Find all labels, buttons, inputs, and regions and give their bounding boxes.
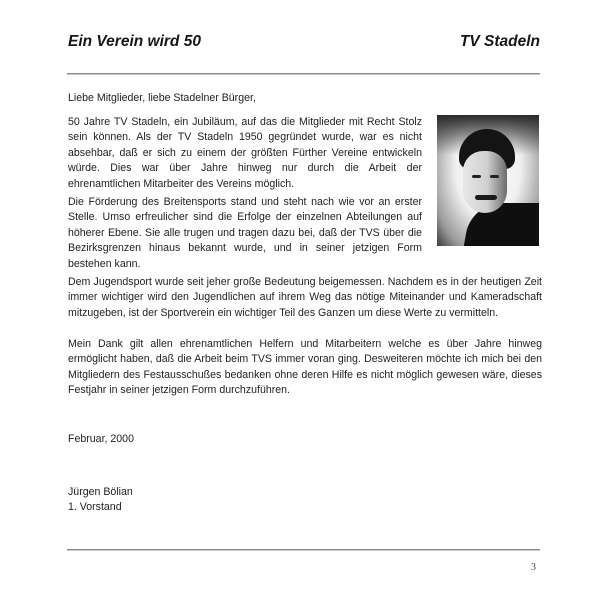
letter-signature [68,485,133,516]
header-title-left: Ein Verein wird 50 [68,33,201,50]
header-title-right: TV Stadeln [459,33,540,50]
page-number: 3 [531,562,536,573]
portrait-photo [437,115,539,246]
letter-paragraph-4: Mein Dank gilt allen ehrenamtlichen Helfern und Mitarbeitern welche es über Jahre hinweg ermöglicht haben, daß die Arbeit beim TVS immer voran ging. Desweiteren möchte ich mich bei den Mitgliedern des Festausschußes bedanken ohne deren Hilfe es nicht möglich gewesen wäre, dieses Festjahr in seiner jetzigen Form durchzuführen. [68,338,542,397]
letter-paragraph-2: Die Förderung des Breitensports stand und steht nach wie vor an erster Stelle. Umso erfreulicher sind die Erfolge der einzelnen Abteilungen auf höherer Ebene. Sie alle trugen und tragen dazu bei, daß der TVS über die Bezirksgrenzen hinaus bekannt wurde, und in seiner jetzigen Form bestehen kann. [68,196,422,270]
photo-eye-right [490,175,499,178]
photo-mustache [475,195,497,200]
letter-date: Februar, 2000 [68,433,134,445]
letter-paragraph-1: 50 Jahre TV Stadeln, ein Jubiläum, auf das die Mitglieder mit Recht Stolz sein können. Als der TV Stadeln 1950 gegründet wurde, war es nicht absehbar, daß er sich zu einem der größten Fürther Vereine entwickeln würde. Dies war über Jahre hinweg nur durch die Arbeit der ehrenamtlichen Mitarbeiter des Vereins möglich. [68,116,422,190]
footer-divider [67,549,540,550]
letter-paragraph-3: Dem Jugendsport wurde seit jeher große Bedeutung beigemessen. Nachdem es in der heutigen Zeit immer wichtiger wird den Jugendlichen auf ihrem Weg das nötige Miteinander und Kameradschaft mitzugeben, ist der Sportverein ein wichtiger Teil des Ganzen um diese Werte zu vermitteln. [68,276,542,319]
signature-role: 1. Vorstand [68,501,122,514]
header-divider [67,73,540,74]
signature-name: Jürgen Bölian [68,486,133,498]
letter-greeting: Liebe Mitglieder, liebe Stadelner Bürger, [68,92,256,104]
photo-eye-left [472,175,481,178]
photo-face [463,151,507,213]
